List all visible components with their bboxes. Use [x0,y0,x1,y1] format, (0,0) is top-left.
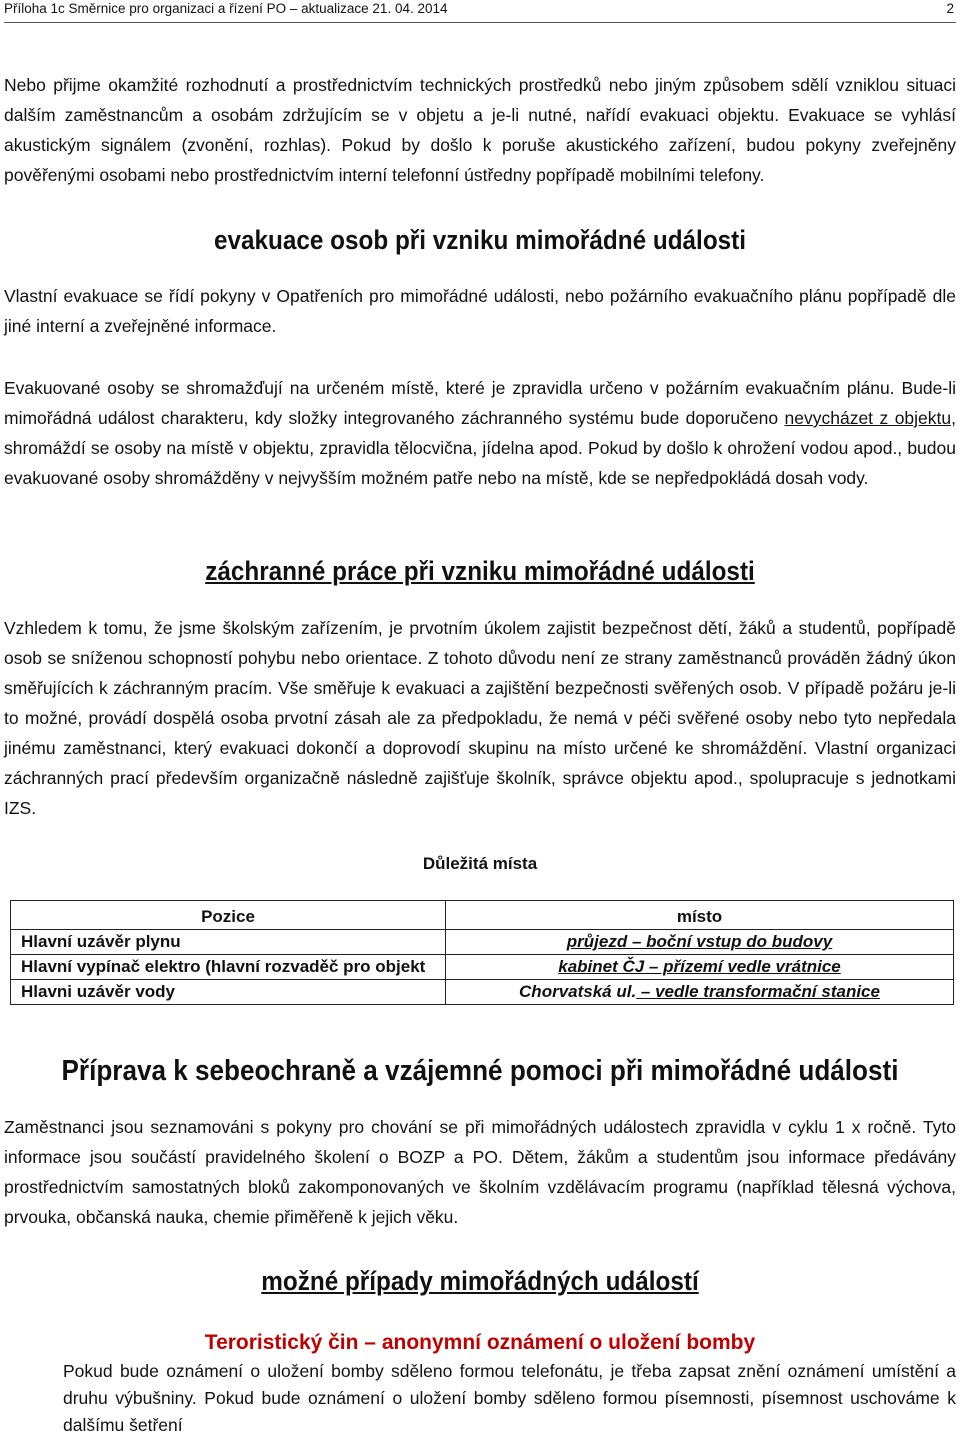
important-places-table [10,900,954,1005]
rescue-paragraph: Vzhledem k tomu, že jsme školským zařízením, je prvotním úkolem zajistit bezpečnost dětí, žáků a studentů, popřípadě osob se sníženou schopností pohybu nebo orientace. Z tohoto důvodu není ze strany zaměstnanců prováděn žádný úkon směřujících k záchranným pracím. Vše směřuje k evakuaci a zajištění bezpečnosti svěřených osob. V případě požáru je-li to možné, provádí dospělá osoba prvotní zásah ale za předpokladu, že nemá v péči svěřené osoby nebo tyto nepředala jinému zaměstnanci, který evakuaci dokončí a doprovodí skupinu na místo určené ke shromáždění. Vlastní organizaci záchranných prací především organizačně následně zajišťuje školník, správce objektu apod., spolupracuje s jednotkami IZS. [4,618,956,818]
evacuation-p2-text-2: shromáždí se osoby na místě v objektu, zpravidla tělocvična, jídelna apod. Pokud by došlo k ohrožení vodou apod., budou evakuované osoby shromážděny v nejvyšším možném patře nebo na místě, kde se nepředpokládá dosah vody. [4,438,956,488]
heading-important-places: Důležitá místa [422,854,538,873]
heading-evacuation: evakuace osob při vzniku mimořádné události [213,225,747,255]
cell-place [446,980,954,1005]
evacuation-paragraph-2 [4,373,956,493]
column-header-position: Pozice [11,901,446,930]
evacuation-p2-underlined: nevycházet z objektu, [784,408,956,428]
evacuation-paragraph-1: Vlastní evakuace se řídí pokyny v Opatřeních pro mimořádné události, nebo požárního evakuačního plánu popřípadě dle jiné interní a zveřejněné informace. [4,286,956,336]
heading-rescue: záchranné práce při vzniku mimořádné události [205,556,755,586]
heading-preparation: Příprava k sebeochraně a vzájemné pomoci při mimořádné události [61,1055,899,1087]
page-header [4,0,956,23]
page-number: 2 [946,1,954,16]
cell-place-part-2: – vedle transformační stanice [636,982,880,1001]
table-row [11,980,954,1005]
table-header-row [11,901,954,930]
cell-position: Hlavní vypínač elektro (hlavní rozvaděč pro objekt [11,955,446,980]
table-row [11,955,954,980]
table-row [11,930,954,955]
evacuation-p2-text-1: Evakuované osoby se shromažďují na určeném místě, které je zpravidla určeno v požárním evakuačním plánu. Bude-li mimořádná událost charakteru, kdy složky integrovaného záchranného systému bude doporučeno [4,378,956,428]
cell-position: Hlavní uzávěr plynu [11,930,446,955]
heading-terrorist-act: Teroristický čin – anonymní oznámení o uložení bomby [204,1331,756,1354]
heading-possible-cases: možné případy mimořádných událostí [261,1266,699,1296]
cell-place-part-1: Chorvatská ul. [519,982,637,1001]
cell-position: Hlavni uzávěr vody [11,980,446,1005]
intro-paragraph: Nebo přijme okamžité rozhodnutí a prostřednictvím technických prostředků nebo jiným způsobem sdělí vzniklou situaci dalším zaměstnancům a osobám zdržujícím se v objetu a je-li nutné, nařídí evakuaci objektu. Evakuace se vyhlásí akustickým signálem (zvonění, rozhlas). Pokud by došlo k poruše akustického zařízení, budou pokyny zveřejněny pověřenými osobami nebo prostřednictvím interní telefonní ústředny popřípadě mobilními telefony. [4,75,956,185]
preparation-paragraph: Zaměstnanci jsou seznamováni s pokyny pro chování se při mimořádných událostech zpravidla v cyklu 1 x ročně. Tyto informace jsou součástí pravidelného školení o BOZP a PO. Dětem, žákům a studentům jsou informace předávány prostřednictvím samostatných bloků zakomponovaných ve školním vzdělávacím programu (například tělesná výchova, prvouka, občanská nauka, chemie přiměřeně k jejich věku. [4,1117,956,1227]
column-header-place: místo [446,901,954,930]
terrorist-act-paragraph: Pokud bude oznámení o uložení bomby sděleno formou telefonátu, je třeba zapsat znění oznámení umístění a druhu výbušniny. Pokud bude oznámení o uložení bomby sděleno formou písemnosti, písemnost uschováme k dalšímu šetření [63,1361,956,1435]
header-title: Příloha 1c Směrnice pro organizaci a řízení PO – aktualizace 21. 04. 2014 [4,1,448,16]
cell-place: kabinet ČJ – přízemí vedle vrátnice [446,955,954,980]
cell-place: průjezd – boční vstup do budovy [446,930,954,955]
